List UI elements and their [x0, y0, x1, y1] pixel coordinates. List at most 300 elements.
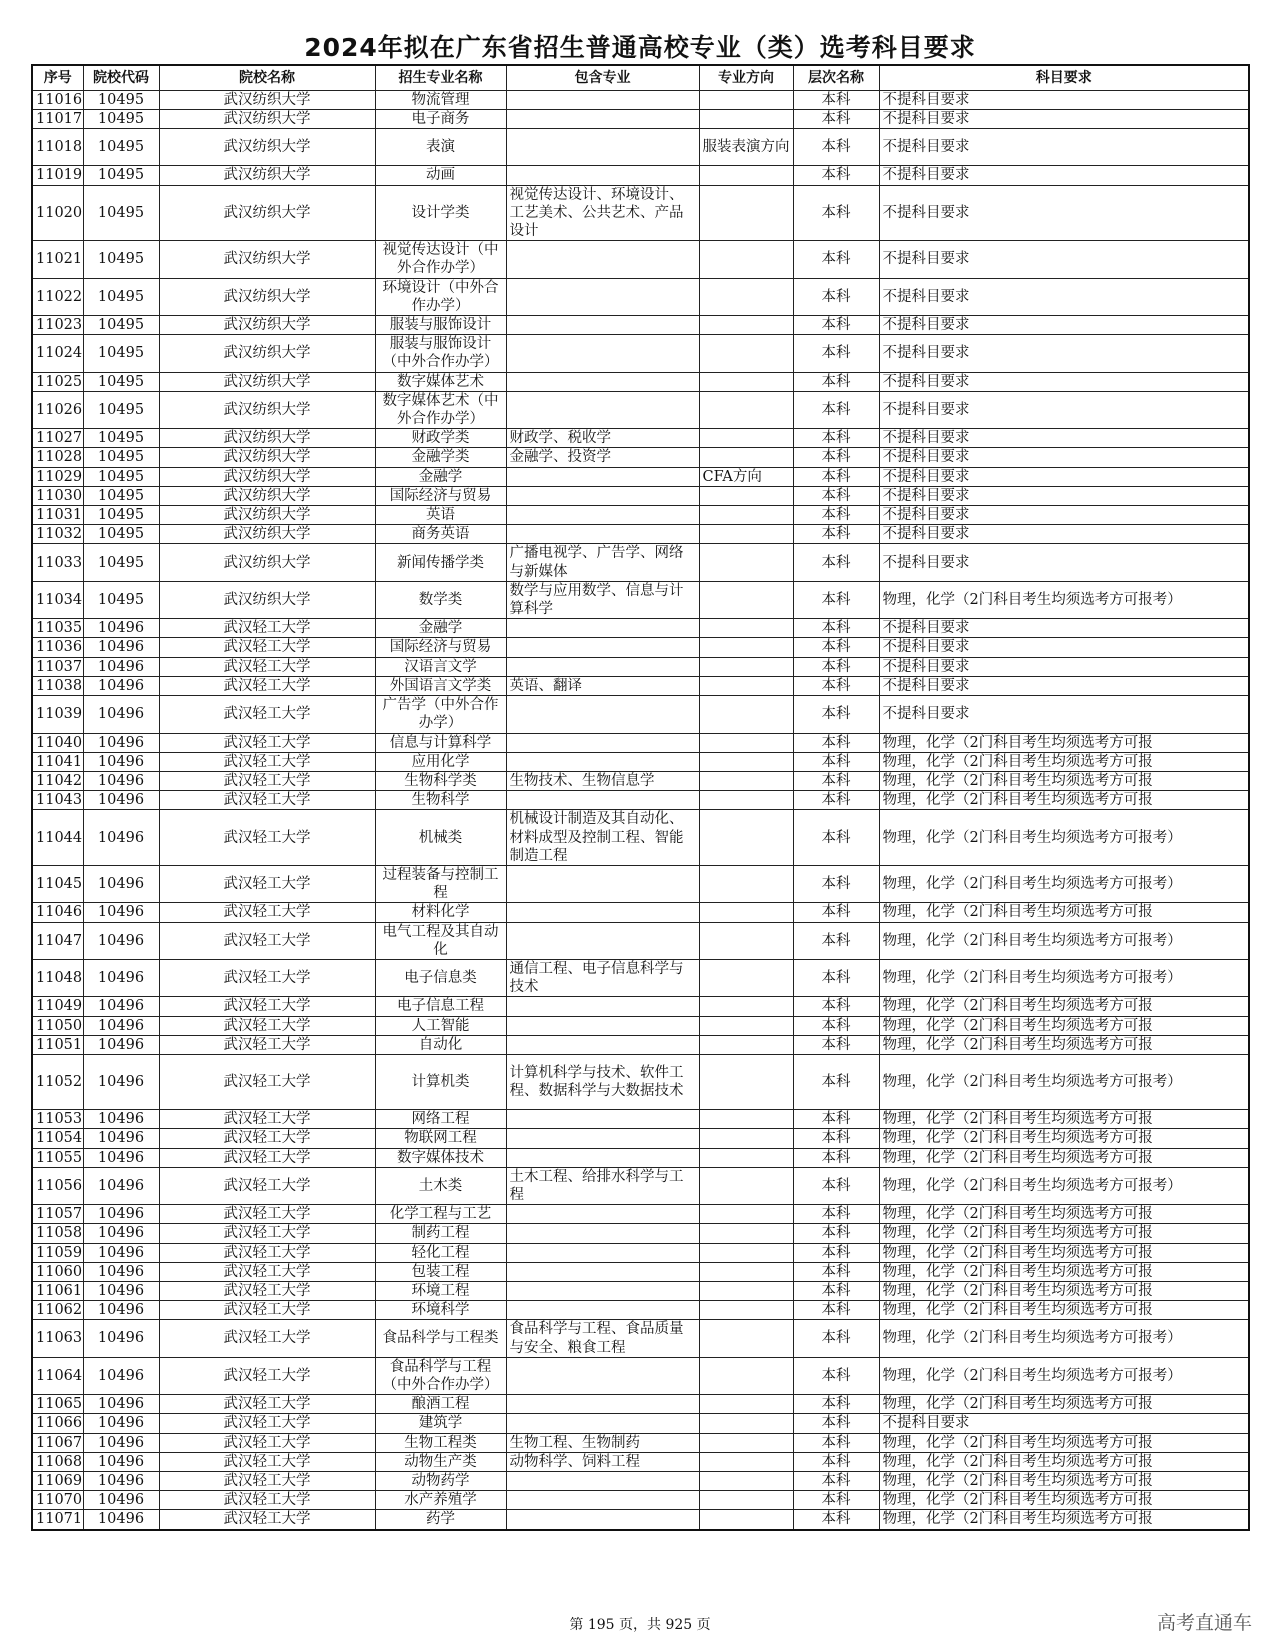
major-name-cell: 酿酒工程: [375, 1395, 506, 1414]
major-name-cell: 国际经济与贸易: [375, 486, 506, 505]
major-name-cell: 新闻传播学类: [375, 544, 506, 581]
table-row: [32, 619, 1249, 638]
major-name-cell: 金融学类: [375, 448, 506, 467]
level-cell: 本科: [793, 1224, 879, 1243]
included-majors-cell: [506, 1301, 699, 1320]
included-majors-cell: [506, 1262, 699, 1281]
table-row: [32, 372, 1249, 391]
header-major-name: 招生专业名称: [375, 65, 506, 91]
subject-requirement-cell: 物理，化学（2门科目考生均须选考方可报: [879, 1452, 1249, 1471]
seq-cell: 11059: [32, 1243, 83, 1262]
direction-cell: [699, 316, 793, 335]
school-name-cell: 武汉纺织大学: [159, 129, 375, 166]
included-majors-cell: [506, 1110, 699, 1129]
major-name-cell: 数字媒体技术: [375, 1148, 506, 1167]
seq-cell: 11066: [32, 1414, 83, 1433]
subject-requirement-cell: 物理，化学（2门科目考生均须选考方可报考）: [879, 1054, 1249, 1109]
school-code-cell: 10495: [83, 335, 159, 372]
table-row: [32, 771, 1249, 790]
school-code-cell: 10496: [83, 1281, 159, 1300]
major-name-cell: 金融学: [375, 619, 506, 638]
table-row: [32, 166, 1249, 185]
included-majors-cell: [506, 391, 699, 428]
subject-requirement-cell: 不提科目要求: [879, 185, 1249, 241]
school-code-cell: 10496: [83, 733, 159, 752]
direction-cell: [699, 486, 793, 505]
school-name-cell: 武汉纺织大学: [159, 91, 375, 110]
table-row: [32, 1016, 1249, 1035]
seq-cell: 11065: [32, 1395, 83, 1414]
level-cell: 本科: [793, 752, 879, 771]
subject-requirement-cell: 物理，化学（2门科目考生均须选考方可报: [879, 1224, 1249, 1243]
school-name-cell: 武汉轻工大学: [159, 1016, 375, 1035]
included-majors-cell: [506, 922, 699, 959]
header-level: 层次名称: [793, 65, 879, 91]
included-majors-cell: [506, 110, 699, 129]
included-majors-cell: [506, 166, 699, 185]
school-code-cell: 10495: [83, 129, 159, 166]
direction-cell: [699, 1129, 793, 1148]
major-name-cell: 设计学类: [375, 185, 506, 241]
school-name-cell: 武汉纺织大学: [159, 110, 375, 129]
seq-cell: 11058: [32, 1224, 83, 1243]
major-name-cell: 物联网工程: [375, 1129, 506, 1148]
table-row: [32, 733, 1249, 752]
school-code-cell: 10496: [83, 1129, 159, 1148]
seq-cell: 11067: [32, 1433, 83, 1452]
major-name-cell: 食品科学与工程类: [375, 1320, 506, 1357]
school-code-cell: 10495: [83, 91, 159, 110]
school-name-cell: 武汉轻工大学: [159, 676, 375, 695]
direction-cell: [699, 185, 793, 241]
included-majors-cell: [506, 1281, 699, 1300]
level-cell: 本科: [793, 1320, 879, 1357]
included-majors-cell: [506, 696, 699, 733]
table-row: [32, 335, 1249, 372]
school-code-cell: 10495: [83, 467, 159, 486]
major-name-cell: 生物科学: [375, 791, 506, 810]
table-row: [32, 1243, 1249, 1262]
seq-cell: 11022: [32, 278, 83, 315]
table-row: [32, 467, 1249, 486]
school-code-cell: 10495: [83, 185, 159, 241]
direction-cell: [699, 372, 793, 391]
included-majors-cell: [506, 1016, 699, 1035]
level-cell: 本科: [793, 1472, 879, 1491]
school-name-cell: 武汉轻工大学: [159, 1054, 375, 1109]
seq-cell: 11071: [32, 1510, 83, 1530]
direction-cell: [699, 1262, 793, 1281]
level-cell: 本科: [793, 810, 879, 866]
table-row: [32, 1262, 1249, 1281]
school-code-cell: 10495: [83, 166, 159, 185]
level-cell: 本科: [793, 1510, 879, 1530]
school-code-cell: 10496: [83, 1414, 159, 1433]
school-name-cell: 武汉纺织大学: [159, 506, 375, 525]
direction-cell: [699, 544, 793, 581]
included-majors-cell: 视觉传达设计、环境设计、工艺美术、公共艺术、产品设计: [506, 185, 699, 241]
direction-cell: [699, 1452, 793, 1471]
seq-cell: 11019: [32, 166, 83, 185]
header-school-name: 院校名称: [159, 65, 375, 91]
seq-cell: 11041: [32, 752, 83, 771]
table-row: [32, 922, 1249, 959]
included-majors-cell: [506, 467, 699, 486]
seq-cell: 11025: [32, 372, 83, 391]
school-code-cell: 10496: [83, 1510, 159, 1530]
school-code-cell: 10496: [83, 865, 159, 902]
subject-requirement-cell: 物理，化学（2门科目考生均须选考方可报考）: [879, 581, 1249, 618]
school-name-cell: 武汉轻工大学: [159, 1224, 375, 1243]
school-name-cell: 武汉纺织大学: [159, 316, 375, 335]
major-name-cell: 动物生产类: [375, 1452, 506, 1471]
included-majors-cell: [506, 486, 699, 505]
direction-cell: [699, 791, 793, 810]
school-name-cell: 武汉纺织大学: [159, 486, 375, 505]
seq-cell: 11039: [32, 696, 83, 733]
major-name-cell: 汉语言文学: [375, 657, 506, 676]
level-cell: 本科: [793, 1414, 879, 1433]
school-code-cell: 10495: [83, 110, 159, 129]
seq-cell: 11044: [32, 810, 83, 866]
subject-requirement-cell: 不提科目要求: [879, 619, 1249, 638]
subject-requirement-cell: 物理，化学（2门科目考生均须选考方可报: [879, 1262, 1249, 1281]
page-title: 2024年拟在广东省招生普通高校专业（类）选考科目要求: [304, 33, 976, 62]
direction-cell: [699, 581, 793, 618]
level-cell: 本科: [793, 544, 879, 581]
school-code-cell: 10495: [83, 278, 159, 315]
included-majors-cell: 金融学、投资学: [506, 448, 699, 467]
page-number: 第 195 页，共 925 页: [569, 1617, 711, 1633]
major-name-cell: 环境设计（中外合作办学）: [375, 278, 506, 315]
school-name-cell: 武汉轻工大学: [159, 1129, 375, 1148]
table-row: [32, 1414, 1249, 1433]
direction-cell: [699, 241, 793, 278]
included-majors-cell: 土木工程、给排水科学与工程: [506, 1167, 699, 1204]
subject-requirement-cell: 不提科目要求: [879, 544, 1249, 581]
school-code-cell: 10496: [83, 1016, 159, 1035]
table-row: [32, 676, 1249, 695]
major-name-cell: 制药工程: [375, 1224, 506, 1243]
table-row: [32, 506, 1249, 525]
table-row: [32, 752, 1249, 771]
direction-cell: [699, 657, 793, 676]
subject-requirement-cell: 不提科目要求: [879, 467, 1249, 486]
subject-requirement-cell: 不提科目要求: [879, 448, 1249, 467]
table-row: [32, 1167, 1249, 1204]
seq-cell: 11064: [32, 1357, 83, 1394]
included-majors-cell: [506, 903, 699, 922]
included-majors-cell: [506, 1491, 699, 1510]
included-majors-cell: [506, 1148, 699, 1167]
major-name-cell: 生物工程类: [375, 1433, 506, 1452]
level-cell: 本科: [793, 903, 879, 922]
direction-cell: [699, 1054, 793, 1109]
level-cell: 本科: [793, 1301, 879, 1320]
subject-requirement-cell: 物理，化学（2门科目考生均须选考方可报: [879, 1510, 1249, 1530]
included-majors-cell: [506, 791, 699, 810]
seq-cell: 11037: [32, 657, 83, 676]
table-row: [32, 185, 1249, 241]
level-cell: 本科: [793, 865, 879, 902]
school-name-cell: 武汉纺织大学: [159, 581, 375, 618]
seq-cell: 11049: [32, 997, 83, 1016]
table-row: [32, 1035, 1249, 1054]
level-cell: 本科: [793, 1395, 879, 1414]
included-majors-cell: 财政学、税收学: [506, 429, 699, 448]
major-name-cell: 人工智能: [375, 1016, 506, 1035]
school-code-cell: 10496: [83, 1205, 159, 1224]
seq-cell: 11029: [32, 467, 83, 486]
school-name-cell: 武汉轻工大学: [159, 791, 375, 810]
table-row: [32, 391, 1249, 428]
major-name-cell: 动画: [375, 166, 506, 185]
table-row: [32, 865, 1249, 902]
level-cell: 本科: [793, 922, 879, 959]
major-name-cell: 建筑学: [375, 1414, 506, 1433]
school-code-cell: 10495: [83, 525, 159, 544]
seq-cell: 11023: [32, 316, 83, 335]
major-name-cell: 环境工程: [375, 1281, 506, 1300]
header-included-majors: 包含专业: [506, 65, 699, 91]
major-name-cell: 电子信息类: [375, 959, 506, 996]
subject-requirement-cell: 不提科目要求: [879, 391, 1249, 428]
major-name-cell: 包装工程: [375, 1262, 506, 1281]
subject-requirement-cell: 物理，化学（2门科目考生均须选考方可报: [879, 1110, 1249, 1129]
subject-requirement-cell: 物理，化学（2门科目考生均须选考方可报: [879, 1395, 1249, 1414]
seq-cell: 11052: [32, 1054, 83, 1109]
school-name-cell: 武汉轻工大学: [159, 1167, 375, 1204]
school-name-cell: 武汉轻工大学: [159, 1243, 375, 1262]
subject-requirement-cell: 物理，化学（2门科目考生均须选考方可报: [879, 1281, 1249, 1300]
included-majors-cell: [506, 865, 699, 902]
table-row: [32, 638, 1249, 657]
seq-cell: 11068: [32, 1452, 83, 1471]
level-cell: 本科: [793, 429, 879, 448]
major-name-cell: 电子商务: [375, 110, 506, 129]
subject-requirement-cell: 不提科目要求: [879, 372, 1249, 391]
school-name-cell: 武汉轻工大学: [159, 959, 375, 996]
seq-cell: 11034: [32, 581, 83, 618]
school-code-cell: 10496: [83, 1472, 159, 1491]
level-cell: 本科: [793, 619, 879, 638]
school-code-cell: 10495: [83, 429, 159, 448]
direction-cell: [699, 676, 793, 695]
seq-cell: 11021: [32, 241, 83, 278]
major-name-cell: 电气工程及其自动化: [375, 922, 506, 959]
seq-cell: 11053: [32, 1110, 83, 1129]
table-row: [32, 997, 1249, 1016]
subject-requirement-cell: 物理，化学（2门科目考生均须选考方可报: [879, 791, 1249, 810]
school-name-cell: 武汉轻工大学: [159, 1452, 375, 1471]
subject-requirement-cell: 物理，化学（2门科目考生均须选考方可报考）: [879, 922, 1249, 959]
table-row: [32, 1281, 1249, 1300]
subject-requirement-cell: 不提科目要求: [879, 506, 1249, 525]
school-code-cell: 10496: [83, 959, 159, 996]
seq-cell: 11028: [32, 448, 83, 467]
school-name-cell: 武汉轻工大学: [159, 1433, 375, 1452]
seq-cell: 11063: [32, 1320, 83, 1357]
table-header-row: [32, 65, 1249, 91]
level-cell: 本科: [793, 448, 879, 467]
included-majors-cell: [506, 278, 699, 315]
school-code-cell: 10495: [83, 316, 159, 335]
school-code-cell: 10495: [83, 372, 159, 391]
subject-requirement-cell: 物理，化学（2门科目考生均须选考方可报: [879, 733, 1249, 752]
school-name-cell: 武汉轻工大学: [159, 733, 375, 752]
subject-requirement-cell: 不提科目要求: [879, 278, 1249, 315]
direction-cell: [699, 638, 793, 657]
level-cell: 本科: [793, 486, 879, 505]
table-row: [32, 1301, 1249, 1320]
table-row: [32, 810, 1249, 866]
direction-cell: [699, 903, 793, 922]
level-cell: 本科: [793, 771, 879, 790]
level-cell: 本科: [793, 129, 879, 166]
subject-requirement-cell: 不提科目要求: [879, 638, 1249, 657]
table-row: [32, 525, 1249, 544]
school-name-cell: 武汉轻工大学: [159, 1472, 375, 1491]
direction-cell: [699, 1395, 793, 1414]
school-name-cell: 武汉纺织大学: [159, 544, 375, 581]
major-name-cell: 环境科学: [375, 1301, 506, 1320]
level-cell: 本科: [793, 1491, 879, 1510]
direction-cell: [699, 1491, 793, 1510]
table-row: [32, 959, 1249, 996]
school-name-cell: 武汉轻工大学: [159, 1281, 375, 1300]
major-name-cell: 表演: [375, 129, 506, 166]
school-code-cell: 10496: [83, 791, 159, 810]
major-name-cell: 网络工程: [375, 1110, 506, 1129]
subject-requirement-cell: 物理，化学（2门科目考生均须选考方可报: [879, 752, 1249, 771]
direction-cell: [699, 959, 793, 996]
seq-cell: 11031: [32, 506, 83, 525]
subject-requirement-cell: 物理，化学（2门科目考生均须选考方可报: [879, 1148, 1249, 1167]
included-majors-cell: [506, 1395, 699, 1414]
direction-cell: [699, 429, 793, 448]
school-name-cell: 武汉轻工大学: [159, 1320, 375, 1357]
direction-cell: [699, 525, 793, 544]
level-cell: 本科: [793, 959, 879, 996]
seq-cell: 11042: [32, 771, 83, 790]
seq-cell: 11035: [32, 619, 83, 638]
subject-requirement-cell: 物理，化学（2门科目考生均须选考方可报: [879, 1472, 1249, 1491]
table-row: [32, 696, 1249, 733]
level-cell: 本科: [793, 525, 879, 544]
school-name-cell: 武汉纺织大学: [159, 278, 375, 315]
level-cell: 本科: [793, 1148, 879, 1167]
level-cell: 本科: [793, 1433, 879, 1452]
school-code-cell: 10496: [83, 1262, 159, 1281]
subject-requirement-cell: 不提科目要求: [879, 166, 1249, 185]
table-row: [32, 110, 1249, 129]
table-row: [32, 1205, 1249, 1224]
subject-requirement-cell: 物理，化学（2门科目考生均须选考方可报: [879, 1433, 1249, 1452]
major-name-cell: 机械类: [375, 810, 506, 866]
table-row: [32, 278, 1249, 315]
level-cell: 本科: [793, 185, 879, 241]
school-name-cell: 武汉纺织大学: [159, 166, 375, 185]
school-code-cell: 10495: [83, 581, 159, 618]
level-cell: 本科: [793, 1357, 879, 1394]
major-name-cell: 信息与计算科学: [375, 733, 506, 752]
direction-cell: CFA方向: [699, 467, 793, 486]
table-row: [32, 1357, 1249, 1394]
subject-requirement-cell: 物理，化学（2门科目考生均须选考方可报考）: [879, 1167, 1249, 1204]
level-cell: 本科: [793, 1129, 879, 1148]
school-name-cell: 武汉轻工大学: [159, 696, 375, 733]
major-name-cell: 数字媒体艺术（中外合作办学）: [375, 391, 506, 428]
direction-cell: [699, 391, 793, 428]
seq-cell: 11050: [32, 1016, 83, 1035]
seq-cell: 11055: [32, 1148, 83, 1167]
level-cell: 本科: [793, 335, 879, 372]
school-code-cell: 10496: [83, 638, 159, 657]
included-majors-cell: [506, 506, 699, 525]
included-majors-cell: [506, 657, 699, 676]
included-majors-cell: [506, 1129, 699, 1148]
school-code-cell: 10495: [83, 391, 159, 428]
included-majors-cell: [506, 316, 699, 335]
subject-requirement-cell: 物理，化学（2门科目考生均须选考方可报: [879, 1243, 1249, 1262]
school-name-cell: 武汉轻工大学: [159, 903, 375, 922]
level-cell: 本科: [793, 1110, 879, 1129]
included-majors-cell: [506, 525, 699, 544]
major-name-cell: 视觉传达设计（中外合作办学）: [375, 241, 506, 278]
school-code-cell: 10495: [83, 486, 159, 505]
subject-requirement-cell: 不提科目要求: [879, 1414, 1249, 1433]
table-row: [32, 1148, 1249, 1167]
subject-requirement-cell: 物理，化学（2门科目考生均须选考方可报考）: [879, 865, 1249, 902]
direction-cell: [699, 166, 793, 185]
school-code-cell: 10496: [83, 1224, 159, 1243]
direction-cell: [699, 1243, 793, 1262]
level-cell: 本科: [793, 581, 879, 618]
direction-cell: [699, 922, 793, 959]
subject-requirement-cell: 不提科目要求: [879, 335, 1249, 372]
direction-cell: [699, 1205, 793, 1224]
included-majors-cell: [506, 1243, 699, 1262]
school-code-cell: 10496: [83, 922, 159, 959]
included-majors-cell: 计算机科学与技术、软件工程、数据科学与大数据技术: [506, 1054, 699, 1109]
seq-cell: 11048: [32, 959, 83, 996]
direction-cell: [699, 1224, 793, 1243]
seq-cell: 11054: [32, 1129, 83, 1148]
level-cell: 本科: [793, 506, 879, 525]
direction-cell: [699, 619, 793, 638]
level-cell: 本科: [793, 676, 879, 695]
school-name-cell: 武汉纺织大学: [159, 185, 375, 241]
major-name-cell: 化学工程与工艺: [375, 1205, 506, 1224]
subject-requirement-cell: 物理，化学（2门科目考生均须选考方可报考）: [879, 810, 1249, 866]
seq-cell: 11045: [32, 865, 83, 902]
level-cell: 本科: [793, 316, 879, 335]
included-majors-cell: [506, 129, 699, 166]
school-name-cell: 武汉轻工大学: [159, 1148, 375, 1167]
school-code-cell: 10496: [83, 1491, 159, 1510]
level-cell: 本科: [793, 467, 879, 486]
school-code-cell: 10496: [83, 1035, 159, 1054]
major-name-cell: 食品科学与工程（中外合作办学）: [375, 1357, 506, 1394]
table-row: [32, 657, 1249, 676]
school-code-cell: 10495: [83, 448, 159, 467]
major-name-cell: 广告学（中外合作办学）: [375, 696, 506, 733]
major-name-cell: 轻化工程: [375, 1243, 506, 1262]
direction-cell: [699, 1472, 793, 1491]
included-majors-cell: [506, 335, 699, 372]
direction-cell: [699, 91, 793, 110]
subject-requirement-cell: 物理，化学（2门科目考生均须选考方可报考）: [879, 1357, 1249, 1394]
